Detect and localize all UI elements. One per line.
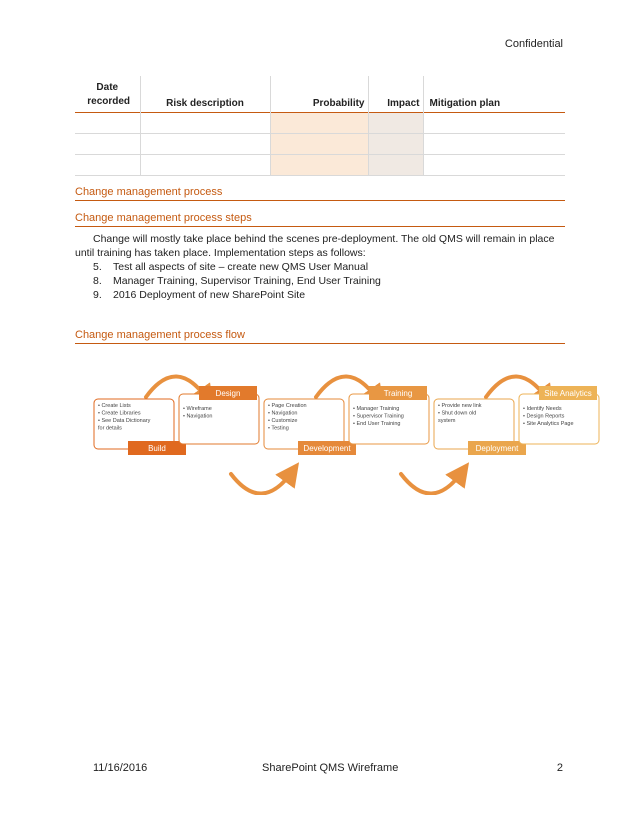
step-number: 9. xyxy=(93,289,102,301)
change-management-heading: Change management process xyxy=(75,186,565,201)
risk-table-header-row xyxy=(75,76,565,113)
stage-bullet: • Site Analytics Page xyxy=(523,421,574,427)
step-number: 8. xyxy=(93,275,102,287)
process-flow-diagram xyxy=(0,355,638,495)
flow-stage xyxy=(349,386,429,444)
stage-label: Design xyxy=(215,389,241,398)
header-impact: Impact xyxy=(368,76,423,113)
stage-label: Deployment xyxy=(475,444,519,453)
table-cell[interactable] xyxy=(270,134,368,155)
table-cell[interactable] xyxy=(368,155,423,176)
table-cell[interactable] xyxy=(270,155,368,176)
stage-bullet: • Create Libraries xyxy=(98,410,141,417)
table-cell[interactable] xyxy=(423,155,565,176)
list-item xyxy=(75,274,381,288)
flow-stage xyxy=(94,399,186,455)
step-text: Test all aspects of site – create new QMS User Manual xyxy=(113,261,369,273)
stage-bullet: • Customize xyxy=(268,418,298,424)
flow-stage xyxy=(179,386,259,444)
table-cell[interactable] xyxy=(140,113,270,134)
table-row xyxy=(75,134,565,155)
step-number: 5. xyxy=(93,261,102,273)
table-row xyxy=(75,155,565,176)
process-steps-heading: Change management process steps xyxy=(75,212,565,227)
stage-bullet: • Supervisor Training xyxy=(353,413,404,420)
stage-bullet: • Page Creation xyxy=(268,403,307,409)
stage-bullet: • Provide new link xyxy=(438,403,482,409)
table-cell[interactable] xyxy=(75,155,140,176)
header-risk-description: Risk description xyxy=(140,76,270,113)
stage-bullet: system xyxy=(438,418,456,424)
table-cell[interactable] xyxy=(75,113,140,134)
table-row xyxy=(75,113,565,134)
stage-bullet: • Testing xyxy=(268,425,289,432)
flow-stage xyxy=(434,399,526,455)
step-text: Manager Training, Supervisor Training, End User Training xyxy=(113,275,381,287)
stage-bullet: • Wireframe xyxy=(183,406,212,412)
stage-bullet: • End User Training xyxy=(353,421,401,427)
list-item xyxy=(75,288,381,302)
stage-bullet: • Navigation xyxy=(183,413,213,420)
flow-stage xyxy=(519,386,599,444)
table-cell[interactable] xyxy=(75,134,140,155)
stage-label: Development xyxy=(303,444,351,453)
confidential-label: Confidential xyxy=(504,38,563,50)
table-cell[interactable] xyxy=(140,134,270,155)
footer-title: SharePoint QMS Wireframe xyxy=(262,762,399,774)
table-cell[interactable] xyxy=(270,113,368,134)
stage-bullet: for details xyxy=(98,425,122,432)
stage-label: Site Analytics xyxy=(544,389,592,398)
process-flow-heading: Change management process flow xyxy=(75,329,565,344)
stage-bullet: • Navigation xyxy=(268,410,298,417)
header-probability: Probability xyxy=(270,76,368,113)
stage-bullet: • Identify Needs xyxy=(523,406,562,412)
stage-bullet: • Design Reports xyxy=(523,413,565,420)
steps-list xyxy=(75,260,381,302)
table-cell[interactable] xyxy=(140,155,270,176)
stage-bullet: • See Data Dictionary xyxy=(98,418,151,424)
flow-arrow xyxy=(231,472,292,494)
table-cell[interactable] xyxy=(423,134,565,155)
flow-stage xyxy=(264,399,356,455)
footer-page-number: 2 xyxy=(556,762,563,774)
intro-paragraph: Change will mostly take place behind the scenes pre-deployment. The old QMS will remain in place until training has taken place. Implementation steps as follows: xyxy=(75,233,555,259)
header-mitigation-plan: Mitigation plan xyxy=(429,98,501,109)
table-cell[interactable] xyxy=(368,113,423,134)
flow-stages xyxy=(94,386,599,455)
step-text: 2016 Deployment of new SharePoint Site xyxy=(113,289,306,301)
header-date-recorded: Date recorded xyxy=(75,76,140,113)
flow-arrow xyxy=(401,472,462,494)
stage-label: Build xyxy=(148,444,166,453)
risk-table xyxy=(75,76,565,176)
stage-bullet: • Manager Training xyxy=(353,406,400,412)
footer-date: 11/16/2016 xyxy=(93,762,148,774)
stage-label: Training xyxy=(383,389,413,398)
table-cell[interactable] xyxy=(423,113,565,134)
stage-bullet: • Shut down old xyxy=(438,410,477,417)
table-cell[interactable] xyxy=(368,134,423,155)
list-item xyxy=(75,260,381,274)
stage-bullet: • Create Lists xyxy=(98,403,131,409)
